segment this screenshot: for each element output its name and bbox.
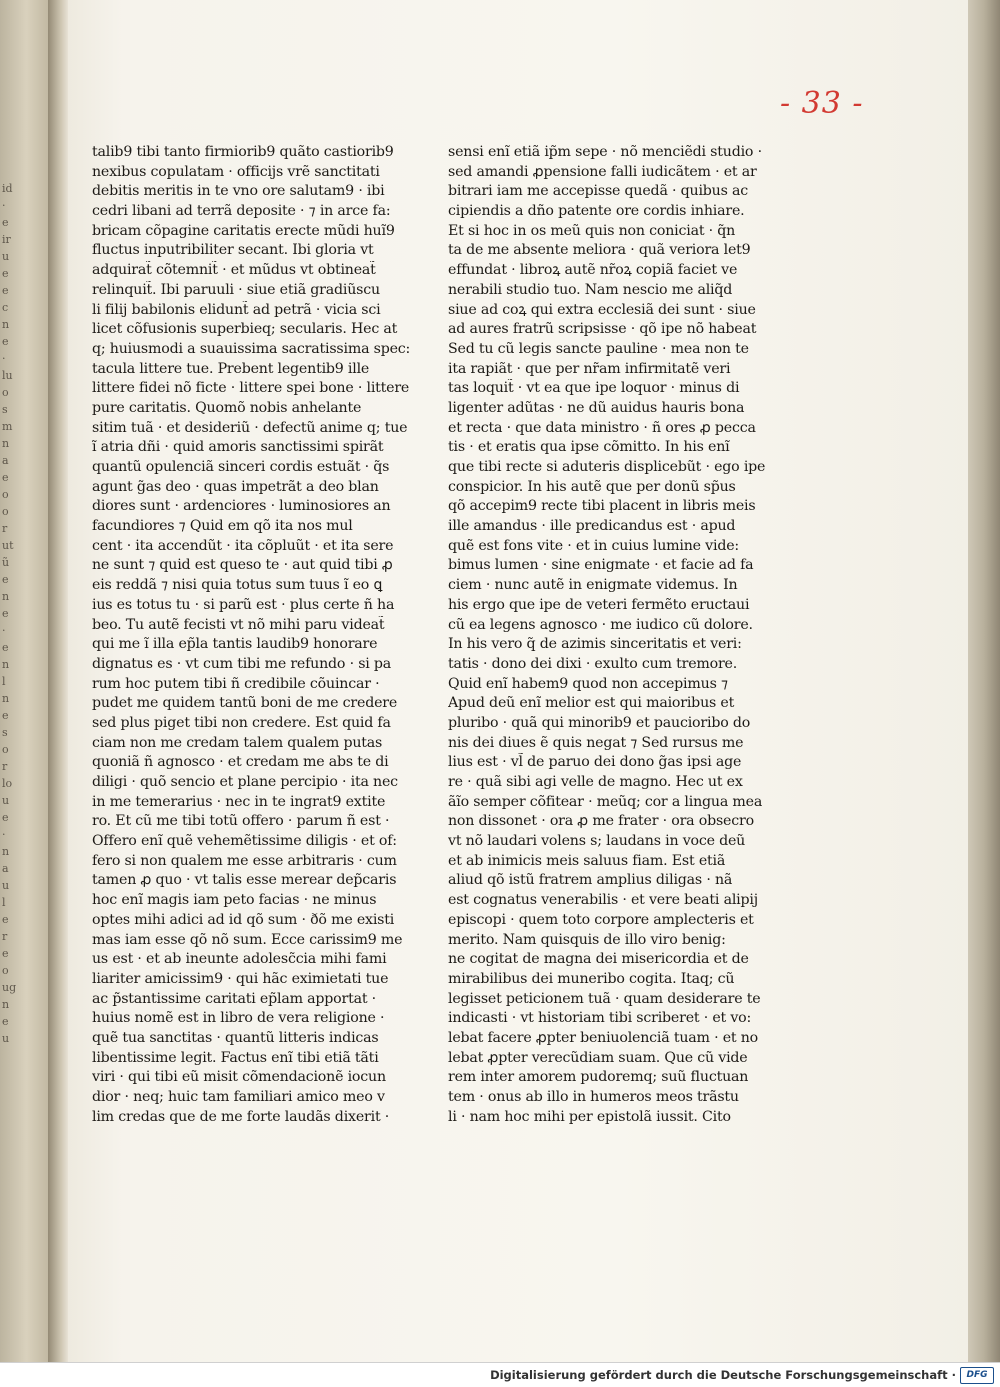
text-line: nexibus copulatam · officijs vrẽ sanctitati bbox=[92, 163, 380, 180]
text-line: ac p̃stantissime caritati ep̃lam apportat · bbox=[92, 990, 376, 1007]
text-column-right bbox=[448, 143, 778, 1127]
text-line: littere fidei nõ ficte · littere spei bone · littere bbox=[92, 380, 410, 397]
text-line: quẽ est fons vite · et in cuius lumine vide: bbox=[448, 537, 739, 554]
text-line: aliud qõ istũ fratrem amplius diligas · nã bbox=[448, 872, 733, 889]
text-line: re · quã sibi agi velle de magno. Hec ut ex bbox=[448, 774, 743, 790]
text-line: lebat facere ꝓpter beniuolenciã tuam · et no bbox=[448, 1029, 759, 1046]
text-line: ita rapiãt · que per nr̃am infirmitatẽ veri bbox=[448, 360, 731, 377]
text-line: merito. Nam quisquis de illo viro benig: bbox=[448, 931, 726, 948]
text-line: ĩ atria dñi · quid amoris sanctissimi spirãt bbox=[92, 439, 384, 456]
text-line: ta de me absente meliora · quã veriora let9 bbox=[448, 242, 751, 259]
text-line: beo. Tu autẽ fecisti vt nõ mihi paru videat̃ bbox=[92, 616, 385, 633]
text-line: li · nam hoc mihi per epistolã iussit. Cito bbox=[448, 1108, 731, 1125]
text-line: diligi · quõ sencio et plane percipio · ita nec bbox=[92, 774, 398, 790]
text-line: episcopi · quem toto corpore amplecteris et bbox=[448, 911, 754, 928]
text-line: sed amandi ꝓpensione falli iudicãtem · et ar bbox=[448, 163, 757, 180]
text-line: diores sunt · ardenciores · luminosiores an bbox=[92, 498, 391, 515]
text-line: conspicior. In his autẽ que per donũ sp̃us bbox=[448, 478, 736, 495]
text-line: tacula littere tue. Prebent legentib9 ille bbox=[92, 360, 370, 377]
text-line: qui me ĩ illa ep̃la tantis laudib9 honorare bbox=[92, 636, 378, 653]
text-line: viri · qui tibi eũ misit cõmendacionẽ iocun bbox=[92, 1069, 386, 1086]
text-line: ius es totus tu · si parũ est · plus certe ñ ha bbox=[92, 596, 395, 613]
text-line: tis · et eratis qua ipse cõmitto. In his enĩ bbox=[448, 439, 730, 456]
text-line: hoc enĩ magis iam peto facias · ne minus bbox=[92, 892, 377, 909]
text-line: rum hoc putem tibi ñ credibile cõuincar · bbox=[92, 675, 380, 692]
text-line: cipiendis a dño patente ore cordis inhiare. bbox=[448, 203, 745, 220]
text-line: mirabilibus dei muneribo cogita. Itaq; cũ bbox=[448, 970, 735, 987]
text-line: his ergo que ipe de veteri fermẽto eructaui bbox=[448, 596, 750, 613]
text-line: ro. Et cũ me tibi totũ offero · parum ñ est · bbox=[92, 813, 390, 830]
text-line: ad aures fratrũ scripsisse · qõ ipe nõ habeat bbox=[448, 321, 757, 338]
text-line: pudet me quidem tantũ boni de me credere bbox=[92, 695, 398, 712]
text-line: pure caritatis. Quomõ nobis anhelante bbox=[92, 399, 362, 416]
text-line: li filij babilonis elidunt̃ ad petrã · vicia sci bbox=[92, 301, 381, 318]
text-line: bimus lumen · sine enigmate · et facie ad fa bbox=[448, 557, 754, 574]
dfg-logo: DFG bbox=[960, 1367, 994, 1384]
text-line: dignatus es · vt cum tibi me refundo · si pa bbox=[92, 655, 392, 672]
text-line: Offero enĩ quẽ vehemẽtissime diligis · et of: bbox=[92, 833, 397, 850]
text-line: tamen ꝓ quo · vt talis esse merear dep̃caris bbox=[92, 872, 397, 889]
text-line: quẽ tua sanctitas · quantũ litteris indicas bbox=[92, 1029, 379, 1046]
text-line: nerabili studio tuo. Nam nescio me aliq̃d bbox=[448, 281, 733, 298]
text-line: liariter amicissim9 · qui hãc eximietati tue bbox=[92, 970, 389, 987]
footer-bar bbox=[0, 1362, 1000, 1387]
text-line: vt nõ laudari volens s; laudans in voce deũ bbox=[448, 833, 746, 850]
right-page-edge bbox=[968, 0, 1000, 1362]
text-line: legisset peticionem tuã · quam desiderare te bbox=[448, 990, 761, 1007]
text-line: In his vero q̃ de azimis sinceritatis et veri: bbox=[448, 636, 742, 653]
text-line: tem · onus ab illo in humeros meos trãstu bbox=[448, 1089, 739, 1105]
text-line: ne cogitat de magna dei misericordia et de bbox=[448, 951, 749, 968]
text-line: debitis meritis in te vno ore salutam9 · ibi bbox=[92, 183, 385, 200]
text-line: bitrari iam me accepisse quedã · quibus ac bbox=[448, 183, 748, 200]
text-line: cent · ita accendũt · ita cõpluũt · et ita sere bbox=[92, 537, 394, 554]
text-line: et recta · que data ministro · ñ ores ꝓ pecca bbox=[448, 419, 756, 436]
text-line: lius est · vl̃ de paruo dei dono g̃as ipsi age bbox=[448, 754, 742, 771]
text-line: lim credas que de me forte laudãs dixerit · bbox=[92, 1108, 390, 1125]
text-line: tas loquit̃ · vt ea que ipe loquor · minus di bbox=[448, 380, 740, 397]
folio-number: - 33 - bbox=[780, 86, 864, 121]
text-line: quantũ opulenciã sinceri cordis estuãt · q̃s bbox=[92, 459, 390, 475]
text-line: in me temerarius · nec in te ingrat9 extite bbox=[92, 793, 386, 810]
left-page-edge bbox=[0, 0, 49, 1362]
text-line: sensi enĩ etiã ip̃m sepe · nõ menciẽdi studio · bbox=[448, 144, 762, 160]
text-line: eis reddã ⁊ nisi quia totus sum tuus ĩ eo ꝗ bbox=[92, 577, 383, 594]
left-page-text-fragment: id · e ir u e e c n e · lu o s m n a e o o r ut ũ e n e · e n l n e s o r lo u e · n a u l e r e o ug n e u bbox=[2, 182, 17, 1045]
text-line: Apud deũ enĩ melior est qui maioribus et bbox=[448, 695, 735, 712]
text-line: et ab inimicis meis saluus fiam. Est etiã bbox=[448, 852, 726, 869]
text-line: q; huiusmodi a suauissima sacratissima spec: bbox=[92, 340, 411, 357]
text-line: licet cõfusionis superbieq; secularis. Hec at bbox=[92, 321, 398, 338]
text-line: ãĩo semper cõfitear · meũq; cor a lingua mea bbox=[448, 793, 763, 810]
text-line: ligenter adũtas · ne dũ auidus hauris bona bbox=[448, 399, 745, 416]
text-line: optes mihi adici ad id qõ sum · ðõ me existi bbox=[92, 911, 395, 928]
text-line: fluctus inputribiliter secant. Ibi gloria vt bbox=[92, 242, 374, 259]
text-line: fero si non qualem me esse arbitraris · cum bbox=[92, 852, 397, 869]
text-line: ille amandus · ille predicandus est · apud bbox=[448, 518, 736, 535]
text-line: Quid enĩ habem9 quod non accepimus ⁊ bbox=[448, 675, 728, 692]
text-line: lebat ꝓpter verecũdiam suam. Que cũ vide bbox=[448, 1049, 748, 1066]
text-line: que tibi recte si aduteris displicebũt · ego ipe bbox=[448, 459, 766, 475]
text-line: us est · et ab ineunte adolesc̃cia mihi fami bbox=[92, 951, 387, 968]
text-line: facundiores ⁊ Quid em qõ ita nos mul bbox=[92, 518, 353, 535]
text-line: nis dei diues ẽ quis negat ⁊ Sed rursus me bbox=[448, 734, 744, 751]
text-column-left bbox=[92, 143, 412, 1127]
text-line: Et si hoc in os meũ quis non coniciat · q̃n bbox=[448, 222, 736, 239]
text-line: huius nomẽ est in libro de vera religione · bbox=[92, 1010, 385, 1027]
text-line: ne sunt ⁊ quid est queso te · aut quid tibi ꝓ bbox=[92, 557, 393, 574]
text-line: talib9 tibi tanto firmiorib9 quãto castiorib9 bbox=[92, 144, 394, 160]
text-line: relinquit̃. Ibi paruuli · siue etiã gradiũscu bbox=[92, 281, 380, 298]
text-line: sed plus piget tibi non credere. Est quid fa bbox=[92, 714, 391, 731]
text-line: adquirat̃ cõtemnit̃ · et mũdus vt obtineat̃ bbox=[92, 262, 376, 279]
text-line: effundat · libroꝝ autẽ nr̃oꝝ copiã faciet ve bbox=[448, 262, 738, 279]
text-line: dior · neq; huic tam familiari amico meo v bbox=[92, 1089, 385, 1105]
text-line: est cognatus venerabilis · et vere beati alipij bbox=[448, 892, 758, 909]
text-line: pluribo · quã qui minorib9 et paucioribo do bbox=[448, 714, 751, 731]
text-line: sitim tuã · et desideriũ · defectũ anime q; tue bbox=[92, 419, 408, 436]
text-line: rem inter amorem pudoremq; suũ fluctuan bbox=[448, 1069, 749, 1086]
text-line: siue ad coꝝ qui extra ecclesiã dei sunt · siue bbox=[448, 301, 756, 318]
text-line: ciam non me credam talem qualem putas bbox=[92, 734, 383, 751]
text-line: libentissime legit. Factus enĩ tibi etiã tãti bbox=[92, 1049, 379, 1066]
text-line: cũ ea legens agnosco · me iudico cũ dolore. bbox=[448, 616, 753, 633]
text-line: qõ accepim9 recte tibi placent in libris meis bbox=[448, 498, 756, 515]
text-line: quoniã ñ agnosco · et credam me abs te di bbox=[92, 754, 389, 771]
text-line: agunt g̃as deo · quas impetrãt a deo blan bbox=[92, 478, 379, 495]
text-line: cedri libani ad terrã deposite · ⁊ in arce fa: bbox=[92, 203, 391, 220]
text-line: tatis · dono dei dixi · exulto cum tremore. bbox=[448, 655, 738, 672]
text-line: non dissonet · ora ꝓ me frater · ora obsecro bbox=[448, 813, 754, 830]
book-gutter bbox=[48, 0, 70, 1362]
text-line: mas iam esse qõ nõ sum. Ecce carissim9 me bbox=[92, 931, 403, 948]
funding-credit: Digitalisierung gefördert durch die Deutsche Forschungsgemeinschaft · bbox=[490, 1368, 956, 1382]
text-line: Sed tu cũ legis sancte pauline · mea non te bbox=[448, 340, 749, 357]
text-line: indicasti · vt historiam tibi scriberet · et vo: bbox=[448, 1010, 752, 1027]
text-line: bricam cõpagine caritatis erecte mũdi huĩ9 bbox=[92, 222, 395, 239]
text-line: ciem · nunc autẽ in enigmate videmus. In bbox=[448, 577, 738, 594]
